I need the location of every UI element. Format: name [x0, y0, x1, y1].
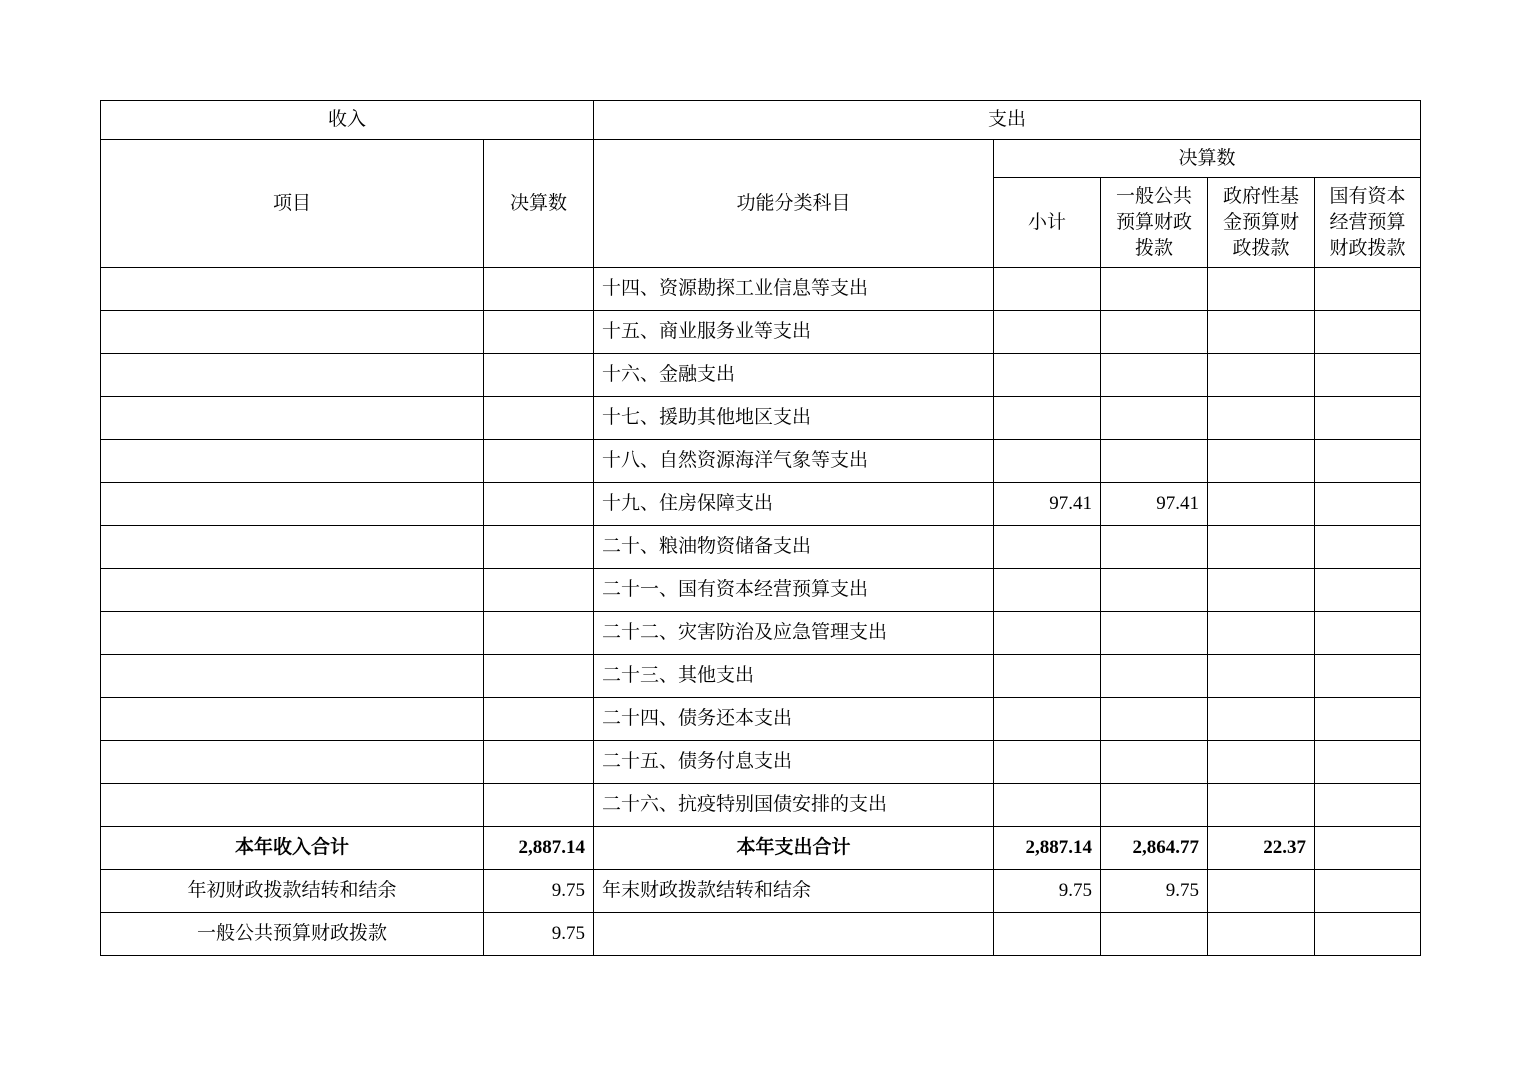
cell-general-public: [1101, 655, 1208, 698]
cell-general-public: [1101, 354, 1208, 397]
cell-income-final: [484, 526, 594, 569]
cell-expense-subject: 十六、金融支出: [594, 354, 994, 397]
cell-expense-subject: 十八、自然资源海洋气象等支出: [594, 440, 994, 483]
cell-ending-carryover-gov-fund: [1208, 870, 1315, 913]
cell-income-final: [484, 569, 594, 612]
cell-ending-carryover-general-public: 9.75: [1101, 870, 1208, 913]
cell-expense-total-state-capital: [1315, 827, 1421, 870]
table-header-group-row: [101, 101, 1421, 140]
table-row-last: [101, 913, 1421, 956]
cell-state-capital: [1315, 569, 1421, 612]
cell-last-state-capital: [1315, 913, 1421, 956]
budget-final-accounts-table: [100, 100, 1421, 956]
cell-last-subtotal: [994, 913, 1101, 956]
cell-expense-total-general-public: 2,864.77: [1101, 827, 1208, 870]
cell-income-final: [484, 741, 594, 784]
cell-general-public: [1101, 526, 1208, 569]
cell-gov-fund: [1208, 655, 1315, 698]
cell-income-item: [101, 440, 484, 483]
cell-gov-fund: [1208, 354, 1315, 397]
cell-gov-fund: [1208, 698, 1315, 741]
header-income-item: 项目: [101, 139, 484, 268]
cell-income-final: [484, 698, 594, 741]
cell-general-public: [1101, 569, 1208, 612]
cell-expense-subject: 十四、资源勘探工业信息等支出: [594, 268, 994, 311]
cell-state-capital: [1315, 397, 1421, 440]
cell-expense-subject: 二十六、抗疫特别国债安排的支出: [594, 784, 994, 827]
cell-state-capital: [1315, 655, 1421, 698]
header-expense-group: 支出: [594, 101, 1421, 140]
cell-income-item: [101, 698, 484, 741]
cell-expense-subject: 二十、粮油物资储备支出: [594, 526, 994, 569]
table-row: [101, 526, 1421, 569]
cell-general-public: [1101, 268, 1208, 311]
cell-subtotal: [994, 741, 1101, 784]
cell-expense-subject: 二十三、其他支出: [594, 655, 994, 698]
cell-state-capital: [1315, 741, 1421, 784]
cell-income-item: [101, 612, 484, 655]
cell-expense-subject: 十九、住房保障支出: [594, 483, 994, 526]
header-state-capital-budget: 国有资本经营预算财政拨款: [1315, 178, 1421, 268]
cell-income-final: [484, 483, 594, 526]
cell-subtotal: [994, 268, 1101, 311]
cell-income-final: [484, 397, 594, 440]
table-row: [101, 741, 1421, 784]
table-header-row-1: [101, 139, 1421, 178]
cell-gov-fund: [1208, 612, 1315, 655]
cell-expense-subject: 十五、商业服务业等支出: [594, 311, 994, 354]
cell-subtotal: 97.41: [994, 483, 1101, 526]
table-row: [101, 483, 1421, 526]
cell-subtotal: [994, 569, 1101, 612]
cell-expense-subject: 二十五、债务付息支出: [594, 741, 994, 784]
cell-subtotal: [994, 397, 1101, 440]
cell-beginning-carryover-value: 9.75: [484, 870, 594, 913]
cell-beginning-carryover-label: 年初财政拨款结转和结余: [101, 870, 484, 913]
header-government-fund-budget: 政府性基金预算财政拨款: [1208, 178, 1315, 268]
cell-gov-fund: [1208, 741, 1315, 784]
cell-expense-subject: 二十二、灾害防治及应急管理支出: [594, 612, 994, 655]
table-row-carryover: [101, 870, 1421, 913]
cell-ending-carryover-state-capital: [1315, 870, 1421, 913]
table-row: [101, 784, 1421, 827]
cell-income-item: [101, 483, 484, 526]
table-row: [101, 698, 1421, 741]
cell-general-public: 97.41: [1101, 483, 1208, 526]
table-row: [101, 612, 1421, 655]
cell-gov-fund: [1208, 526, 1315, 569]
table-row: [101, 311, 1421, 354]
cell-state-capital: [1315, 354, 1421, 397]
cell-income-item: [101, 354, 484, 397]
table-row: [101, 569, 1421, 612]
cell-subtotal: [994, 311, 1101, 354]
cell-subtotal: [994, 354, 1101, 397]
cell-gov-fund: [1208, 311, 1315, 354]
cell-state-capital: [1315, 311, 1421, 354]
cell-general-public: [1101, 698, 1208, 741]
cell-income-item: [101, 655, 484, 698]
cell-income-final: [484, 440, 594, 483]
cell-expense-subject: 二十四、债务还本支出: [594, 698, 994, 741]
cell-income-final: [484, 655, 594, 698]
cell-subtotal: [994, 655, 1101, 698]
cell-general-public: [1101, 612, 1208, 655]
cell-general-public: [1101, 741, 1208, 784]
cell-state-capital: [1315, 698, 1421, 741]
cell-expense-total-label: 本年支出合计: [594, 827, 994, 870]
cell-income-item: [101, 268, 484, 311]
cell-income-item: [101, 741, 484, 784]
cell-general-public: [1101, 311, 1208, 354]
cell-state-capital: [1315, 526, 1421, 569]
cell-subtotal: [994, 440, 1101, 483]
table-row: [101, 397, 1421, 440]
cell-expense-subject: 十七、援助其他地区支出: [594, 397, 994, 440]
table-row-total: [101, 827, 1421, 870]
cell-state-capital: [1315, 268, 1421, 311]
cell-general-public: [1101, 784, 1208, 827]
cell-expense-subject: 二十一、国有资本经营预算支出: [594, 569, 994, 612]
cell-income-final: [484, 311, 594, 354]
cell-last-gov-fund: [1208, 913, 1315, 956]
cell-state-capital: [1315, 440, 1421, 483]
cell-subtotal: [994, 698, 1101, 741]
table-row: [101, 655, 1421, 698]
cell-ending-carryover-subtotal: 9.75: [994, 870, 1101, 913]
header-expense-final: 决算数: [994, 139, 1421, 178]
header-expense-subject: 功能分类科目: [594, 139, 994, 268]
table-row: [101, 440, 1421, 483]
cell-income-item: [101, 397, 484, 440]
header-general-public-budget: 一般公共预算财政拨款: [1101, 178, 1208, 268]
cell-income-item: [101, 311, 484, 354]
cell-state-capital: [1315, 483, 1421, 526]
header-subtotal: 小计: [994, 178, 1101, 268]
cell-income-final: [484, 354, 594, 397]
cell-gov-fund: [1208, 569, 1315, 612]
cell-income-final: [484, 612, 594, 655]
cell-income-item: [101, 784, 484, 827]
cell-income-item: [101, 526, 484, 569]
header-income-final: 决算数: [484, 139, 594, 268]
cell-income-final: [484, 784, 594, 827]
cell-subtotal: [994, 612, 1101, 655]
cell-general-public: [1101, 440, 1208, 483]
cell-gov-fund: [1208, 784, 1315, 827]
cell-state-capital: [1315, 612, 1421, 655]
cell-subtotal: [994, 526, 1101, 569]
cell-gov-fund: [1208, 397, 1315, 440]
cell-last-expense-subject: [594, 913, 994, 956]
table-row: [101, 268, 1421, 311]
cell-gov-fund: [1208, 268, 1315, 311]
cell-income-total-value: 2,887.14: [484, 827, 594, 870]
cell-expense-total-gov-fund: 22.37: [1208, 827, 1315, 870]
cell-general-public-budget-label: 一般公共预算财政拨款: [101, 913, 484, 956]
cell-gov-fund: [1208, 483, 1315, 526]
cell-general-public: [1101, 397, 1208, 440]
cell-gov-fund: [1208, 440, 1315, 483]
header-income-group: 收入: [101, 101, 594, 140]
cell-subtotal: [994, 784, 1101, 827]
cell-general-public-budget-value: 9.75: [484, 913, 594, 956]
cell-expense-total-subtotal: 2,887.14: [994, 827, 1101, 870]
cell-state-capital: [1315, 784, 1421, 827]
cell-income-item: [101, 569, 484, 612]
cell-last-general-public: [1101, 913, 1208, 956]
cell-income-total-label: 本年收入合计: [101, 827, 484, 870]
cell-income-final: [484, 268, 594, 311]
table-row: [101, 354, 1421, 397]
cell-ending-carryover-label: 年末财政拨款结转和结余: [594, 870, 994, 913]
